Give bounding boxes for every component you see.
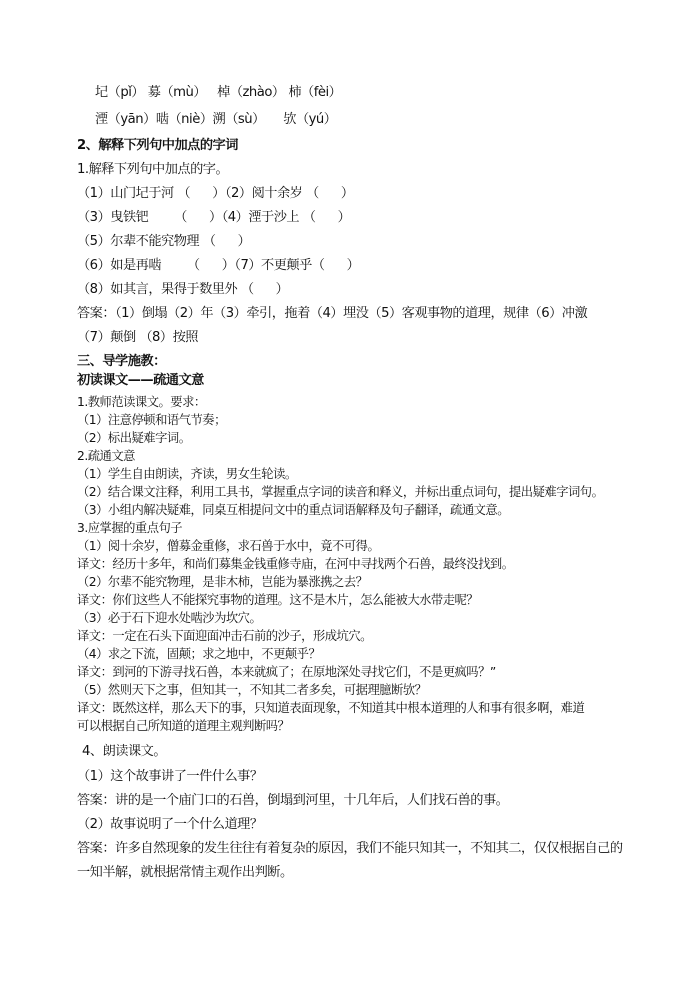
question-1: （1）这个故事讲了一件什么事？ [77,769,263,784]
text-line: （2）尔辈不能究物理，是非木柿，岂能为暴涨携之去？ [77,575,368,589]
exercise-item: （5）尔辈不能究物理 （ ） [77,234,251,249]
text-line: （1）注意停顿和语气节奏； [77,413,226,427]
section-3-subheading: 初读课文——疏通文意 [77,373,204,388]
pinyin-row-2: 湮（yān）啮（niè）溯（sù） 欤（yú） [95,112,337,127]
text-line: 译文：经历十多年，和尚们募集金钱重修寺庙，在河中寻找两个石兽，最终没找到。 [77,557,514,571]
text-line: （4）求之下流，固颠；求之地中，不更颠乎？ [77,647,321,661]
text-line: （5）然则天下之事，但知其一，不知其二者多矣，可据理臆断欤？ [77,683,427,697]
section-2-answer-cont: （7）颠倒 （8）按照 [77,330,198,345]
exercise-item: （1）山门圮于河 （ ）（2）阅十余岁 （ ） [77,186,354,201]
text-line: 译文：既然这样，那么天下的事，只知道表面现象，不知道其中根本道理的人和事有很多啊，难道 [77,701,585,715]
text-line: （1）学生自由朗读，齐读，男女生轮读。 [77,467,297,481]
answer-2: 答案：许多自然现象的发生往往有着复杂的原因，我们不能只知其一，不知其二，仅仅根据自己的 [77,841,623,856]
text-line: （3）小组内解决疑难，同桌互相提问文中的重点词语解释及句子翻译，疏通文意。 [77,503,510,517]
text-line: 2.疏通文意 [77,449,135,463]
question-2: （2）故事说明了一个什么道理？ [77,817,263,832]
section-2-intro: 1.解释下列句中加点的字。 [77,162,229,177]
text-line: 3.应掌握的重点句子 [77,521,183,535]
text-line: （2）结合课文注释，利用工具书，掌握重点字词的读音和释义，并标出重点词句，提出疑难字词句。 [77,485,604,499]
text-line: 1.教师范读课文。要求： [77,395,206,409]
answer-1: 答案：讲的是一个庙门口的石兽，倒塌到河里，十几年后，人们找石兽的事。 [77,793,509,808]
text-line: （1）阅十余岁，僧募金重修，求石兽于水中，竟不可得。 [77,539,380,553]
text-line: （3）必于石下迎水处啮沙为坎穴。 [77,611,262,625]
section-3-heading: 三、导学施教： [77,354,166,369]
text-line: 译文：到河的下游寻找石兽，本来就疯了；在原地深处寻找它们，不是更疯吗？” [77,665,496,679]
section-2-heading: 2、解释下列句中加点的字词 [77,138,238,153]
text-line: 译文：你们这些人不能探究事物的道理。这不是木片，怎么能被大水带走呢？ [77,593,479,607]
text-line: 可以根据自己所知道的道理主观判断吗？ [77,719,290,733]
text-line: （2）标出疑难字词。 [77,431,191,445]
text-line: 译文：一定在石头下面迎面冲击石前的沙子，形成坑穴。 [77,629,372,643]
pinyin-row-1: 圮（pǐ） 募（mù） 棹（zhào） 柿（fèi） [95,85,342,100]
exercise-item: （3）曳铁钯 （ ）（4）湮于沙上 （ ） [77,210,351,225]
read-aloud-title: 4、朗读课文。 [82,744,167,759]
exercise-item: （8）如其言，果得于数里外 （ ） [77,282,289,297]
section-2-answer: 答案：（1）倒塌（2）年（3）牵引，拖着（4）埋没（5）客观事物的道理，规律（6）冲激 [77,306,588,321]
answer-2-cont: 一知半解，就根据常情主观作出判断。 [77,865,293,880]
exercise-item: （6）如是再啮 （ ）（7）不更颠乎（ ） [77,258,360,273]
